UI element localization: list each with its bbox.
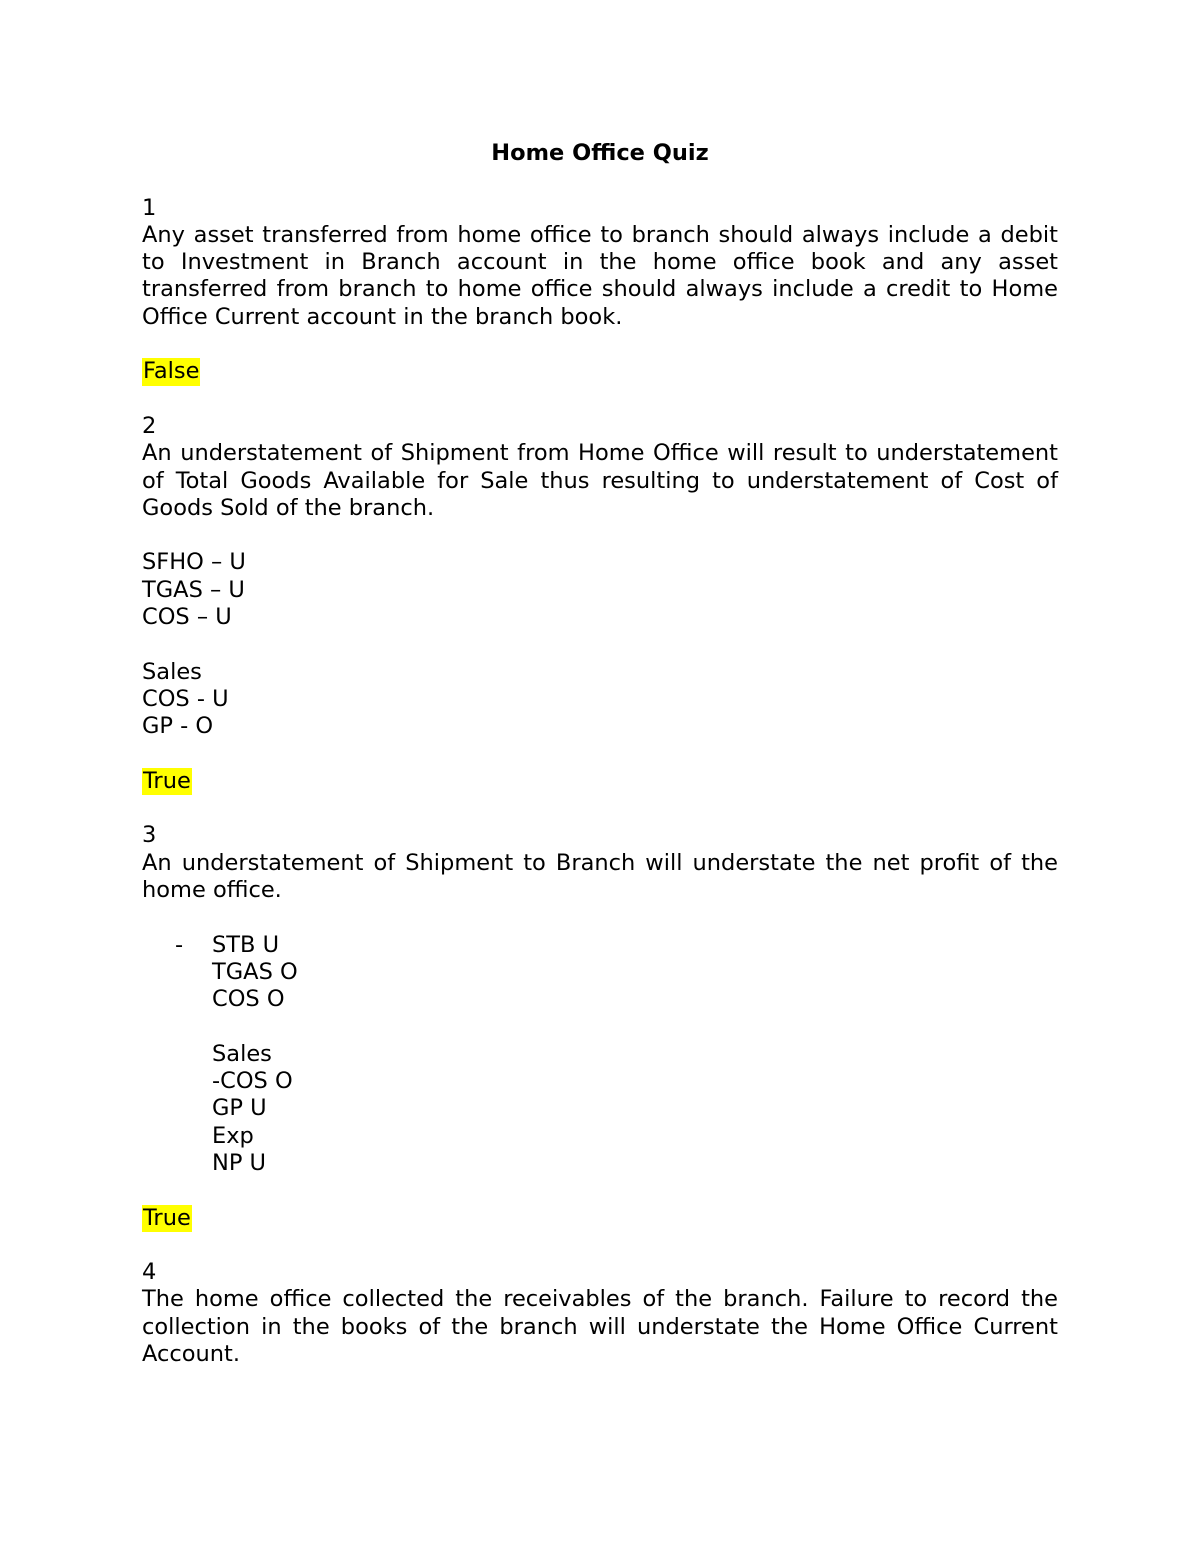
question-2-work-line: COS – U — [142, 604, 232, 631]
question-2-work-line: GP - O — [142, 713, 214, 740]
question-2-work-line: TGAS – U — [142, 576, 245, 603]
question-1-number: 1 — [142, 194, 157, 221]
question-2-text: An understatement of Shipment from Home Office will result to understatement of Total Goods Available for Sale thus resulting to understatement of Cost of Goods Sold of the branch. — [142, 440, 1058, 521]
question-2-answer: True — [143, 767, 191, 794]
question-2-work-line: Sales — [142, 658, 202, 685]
question-3-work-line: -COS O — [212, 1068, 293, 1095]
question-3-work-list — [142, 932, 1058, 1178]
question-2-work-line: COS - U — [142, 685, 229, 712]
question-4-number: 4 — [142, 1259, 157, 1286]
question-3-text: An understatement of Shipment to Branch will understate the net profit of the home office. — [142, 849, 1058, 904]
question-3-work-line: GP U — [212, 1095, 267, 1122]
document-page — [142, 140, 1058, 1368]
question-3-work-line: TGAS O — [212, 958, 298, 985]
question-3-work-line: Sales — [212, 1040, 272, 1067]
question-3-work-line: Exp — [212, 1122, 254, 1149]
question-2-work-line: SFHO – U — [142, 549, 246, 576]
question-3-number: 3 — [142, 822, 157, 849]
question-4-text: The home office collected the receivables of the branch. Failure to record the collection in the books of the branch will understate the Home Office Current Account. — [142, 1286, 1058, 1368]
question-3-work-line: STB U — [212, 931, 280, 958]
question-3-work-line: COS O — [212, 986, 285, 1013]
question-3-work-line: NP U — [212, 1149, 267, 1176]
bullet-dash: - — [175, 931, 184, 958]
page-title: Home Office Quiz — [491, 140, 709, 166]
question-1-text: Any asset transferred from home office to branch should always include a debit to Investment in Branch account in the home office book and any asset transferred from branch to home office should always include a credit to Home Office Current account in the branch book. — [142, 221, 1058, 330]
question-3-answer: True — [143, 1204, 191, 1231]
question-1-answer: False — [143, 358, 200, 385]
question-2-number: 2 — [142, 412, 157, 439]
